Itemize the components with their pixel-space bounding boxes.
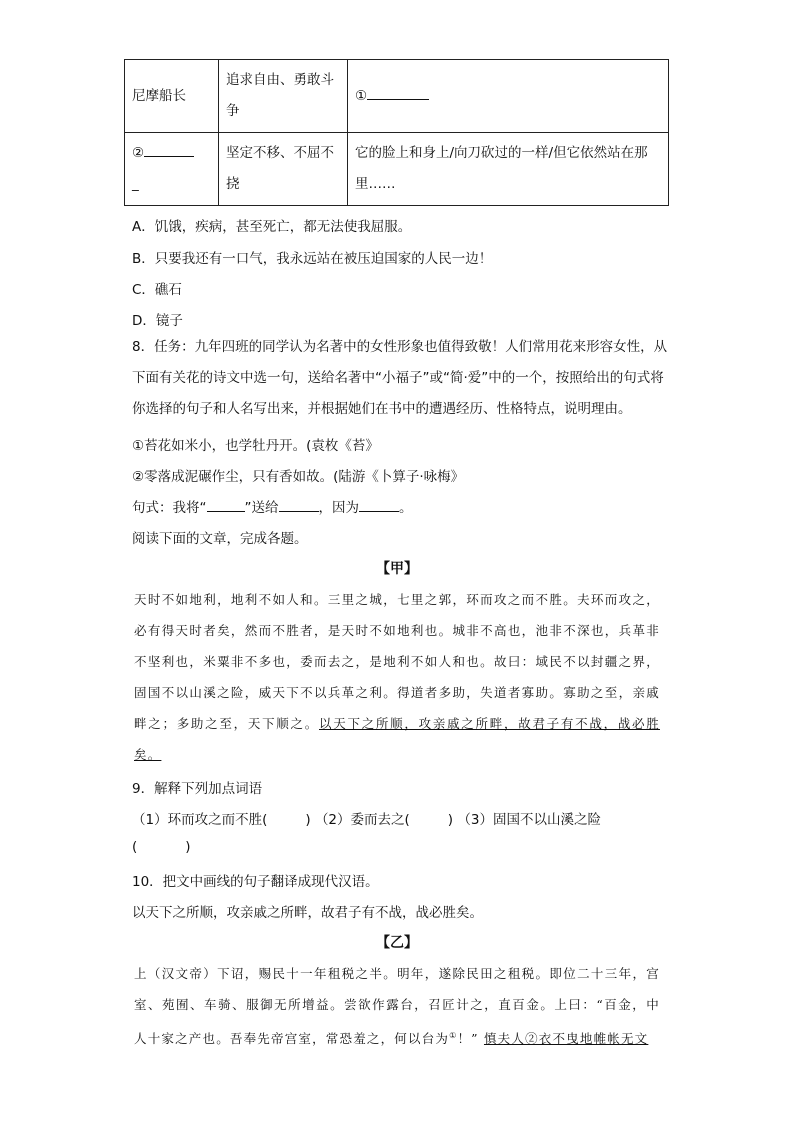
option-c: C．礁石 [132,282,182,298]
q9-item-2: （2）委而去之( [314,812,410,828]
character-trait-cell: 追求自由、勇敢斗争 [219,60,348,133]
table-row [125,60,669,133]
q9-item-3: （3）固国不以山溪之险 [457,812,601,828]
question-10-title: 10．把文中画线的句子翻译成现代汉语。 [132,874,379,890]
pattern-text: ，因为 [318,500,359,516]
question-9-items [132,808,601,828]
option-b: B．只要我还有一口气，我永远站在被压迫国家的人民一边！ [132,251,493,267]
passage-jia-title: 【甲】 [376,561,418,577]
passage-yi-text: ！” [457,1031,479,1047]
reading-instruction: 阅读下面的文章，完成各题。 [132,531,308,547]
blank-marker: ② [132,145,145,161]
question-8-text: 8．任务：九年四班的同学认为名著中的女性形象也值得致敬！人们常用花来形容女性，从下面有关花的诗文中选一句，送给名著中“小福子”或“简·爱”中的一个，按照给出的句式将你选择的句子和人名写出来，并根据她们在书中的遭遇经历、性格特点，说明理由。 [132,339,668,417]
character-name-cell: 尼摩船长 [125,60,219,133]
character-trait-cell: 坚定不移、不屈不挠 [219,133,348,206]
poem-1: ①苔花如米小，也学牡丹开。(袁枚《苔》 [132,438,379,454]
passage-yi-body: 上（汉文帝）下诏，赐民十一年租税之半。明年，遂除民田之租税。即位二十三年，宫室、苑囿、车骑、服御无所增益。尝欲作露台，召匠计之，直百金。上曰：“百金，中人十家之产也。吾奉先帝宫室，常恐羞之，何以台为 [134,966,660,1047]
bracket: ) [447,812,454,828]
bracket: ) [185,839,191,855]
pattern-text: 。 [399,500,413,516]
passage-yi [134,958,660,1054]
option-a: A．饥饿，疾病，甚至死亡，都无法使我屈服。 [132,219,412,235]
bracket: ( [132,839,138,855]
reason-blank[interactable] [359,498,399,513]
question-9-title: 9．解释下列加点词语 [132,781,263,797]
passage-jia-body: 天时不如地利，地利不如人和。三里之城，七里之郭，环而攻之而不胜。夫环而攻之，必有得天时者矣，然而不胜者，是天时不如地利也。城非不高也，池非不深也，兵革非不坚利也，米粟非不多也，委而去之，是地利不如人和也。故曰：域民不以封疆之界，固国不以山溪之险，威天下不以兵革之利。得道者多助，失道者寡助。寡助之至，亲戚畔之；多助之至，天下顺之。 [134,592,660,731]
answer-pattern [132,496,413,516]
q9-item-3-answer [132,839,191,855]
poem-2: ②零落成泥碾作尘，只有香如故。(陆游《卜算子·咏梅》 [132,469,465,485]
pattern-text: ”送给 [244,500,279,516]
question-10-sentence: 以天下之所顺，攻亲戚之所畔，故君子有不战，战必胜矣。 [132,905,483,921]
character-table [124,59,669,206]
bracket: ) [305,812,311,828]
blank-tail: _ [132,176,139,192]
table-row [125,133,669,206]
person-blank[interactable] [279,498,319,513]
option-d: D．镜子 [132,313,183,329]
answer-blank-2[interactable] [144,143,194,158]
underlined-sentence: 慎夫人②衣不曳地帷帐无文 [483,1031,649,1047]
passage-jia [134,584,660,770]
underlined-sentence: 以天下之所顺，攻亲戚之所畔，故君子有不战，战必胜矣。 [134,716,660,762]
pattern-text: 句式：我将“ [132,500,207,516]
answer-blank-1[interactable] [367,85,429,100]
evidence-cell: 它的脸上和身上/向刀砍过的一样/但它依然站在那里…… [348,133,669,206]
sentence-blank[interactable] [207,498,245,513]
footnote-marker: ① [449,1031,458,1040]
passage-yi-title: 【乙】 [376,935,418,951]
blank-marker: ① [355,87,368,104]
evidence-blank-cell[interactable] [348,60,669,133]
character-blank-cell[interactable] [125,133,219,206]
q9-item-1: （1）环而攻之而不胜( [132,812,268,828]
